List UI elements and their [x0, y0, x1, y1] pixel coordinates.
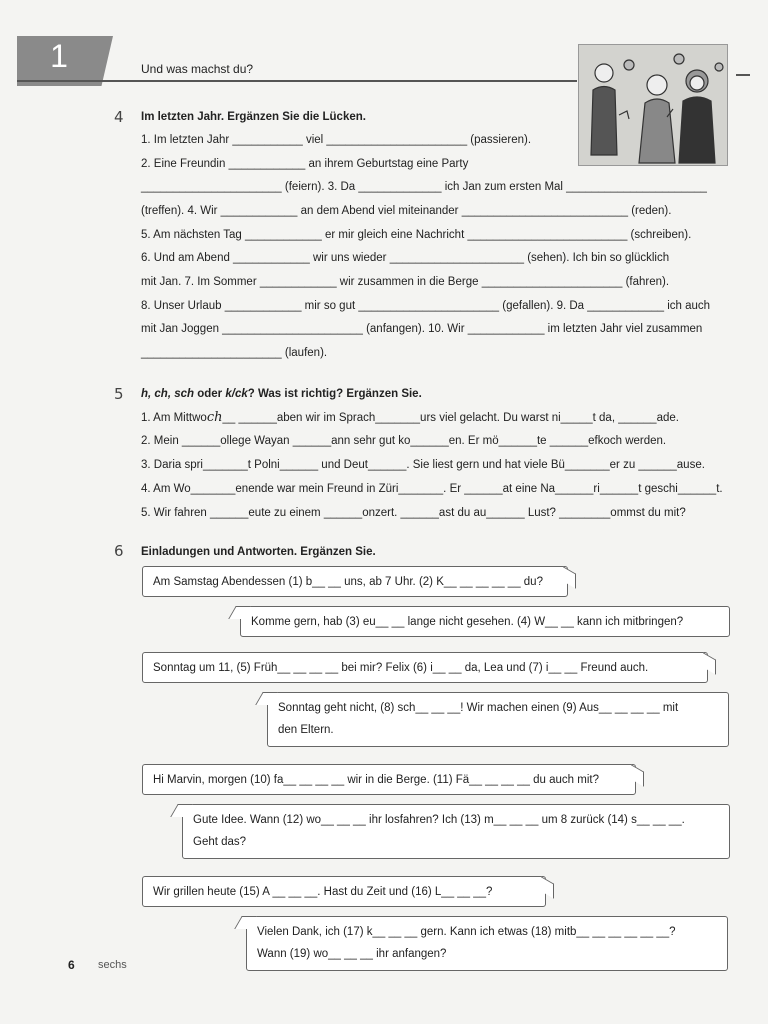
speech-bubble [182, 804, 730, 859]
header-rule [17, 80, 577, 82]
speech-bubble [246, 916, 728, 971]
exercise-4-line: ______________________ (feiern). 3. Da _____________ ich Jan zum ersten Mal ______________________ [141, 181, 707, 193]
chapter-number: 1 [50, 38, 68, 74]
speech-bubble [142, 566, 568, 597]
exercise-4-line: 8. Unser Urlaub ____________ mir so gut ______________________ (gefallen). 9. Da ____________ ich auch [141, 300, 711, 312]
handwritten-answer: ch [206, 410, 223, 425]
exercise-5-line [141, 411, 679, 425]
bubble-text: den Eltern. [278, 724, 334, 736]
bubble-text: Wann (19) wo__ __ __ ihr anfangen? [257, 948, 447, 960]
title-part: ? Was ist richtig? Ergänzen Sie. [247, 388, 422, 400]
exercise-5-line: 2. Mein ______ollege Wayan ______ann sehr gut ko______en. Er mö______te ______efkoch werden. [141, 435, 667, 447]
page-title: Und was machst du? [141, 62, 254, 76]
bubble-text: Komme gern, hab (3) eu__ __ lange nicht gesehen. (4) W__ __ kann ich mitbringen? [251, 616, 684, 628]
people-at-party-illustration [578, 44, 728, 166]
exercise-4-line: 5. Am nächsten Tag ____________ er mir gleich eine Nachricht _________________________ (schreiben). [141, 229, 692, 241]
title-part: h, ch, sch [141, 388, 195, 400]
exercise-number-4: 4 [114, 108, 124, 126]
exercise-5-line: 5. Wir fahren ______eute zu einem ______onzert. ______ast du au______ Lust? ________ommst du mit? [141, 507, 686, 519]
exercise-4-line: 2. Eine Freundin ____________ an ihrem Geburtstag eine Party [141, 158, 469, 170]
speech-bubble [142, 652, 708, 683]
bubble-text: Am Samstag Abendessen (1) b__ __ uns, ab 7 Uhr. (2) K__ __ __ __ __ du? [153, 576, 543, 588]
header-rule-right [736, 74, 750, 76]
bubble-text: Hi Marvin, morgen (10) fa__ __ __ __ wir in die Berge. (11) Fä__ __ __ __ du auch mit? [153, 774, 599, 786]
speech-bubble [240, 606, 730, 637]
exercise-4-line: 1. Im letzten Jahr ___________ viel ______________________ (passieren). [141, 134, 532, 146]
speech-bubble [142, 764, 636, 795]
exercise-title-5 [141, 388, 422, 400]
speech-bubble [267, 692, 729, 747]
bubble-text: Wir grillen heute (15) A __ __ __. Hast du Zeit und (16) L__ __ __? [153, 886, 493, 898]
exercise-4-line: ______________________ (laufen). [141, 347, 328, 359]
exercise-4-line: (treffen). 4. Wir ____________ an dem Abend viel miteinander __________________________ (reden). [141, 205, 672, 217]
page-number: 6 [68, 958, 75, 972]
bubble-text: Gute Idee. Wann (12) wo__ __ __ ihr losfahren? Ich (13) m__ __ __ um 8 zurück (14) s__ __ __. [193, 814, 685, 826]
exercise-title-6: Einladungen und Antworten. Ergänzen Sie. [141, 546, 376, 558]
exercise-4-line: mit Jan Joggen ______________________ (anfangen). 10. Wir ____________ im letzten Jahr viel zusammen [141, 323, 703, 335]
bubble-text: Geht das? [193, 836, 247, 848]
exercise-number-6: 6 [114, 542, 124, 560]
exercise-5-line: 4. Am Wo_______enende war mein Freund in Züri_______. Er ______at eine Na______ri______t geschi______t. [141, 483, 723, 495]
exercise-4-line: 6. Und am Abend ____________ wir uns wieder _____________________ (sehen). Ich bin so glücklich [141, 252, 670, 264]
line-text: __ ______aben wir im Sprach_______urs viel gelacht. Du warst ni_____t da, ______ade. [222, 412, 679, 424]
bubble-text: Sonntag geht nicht, (8) sch__ __ __! Wir machen einen (9) Aus__ __ __ __ mit [278, 702, 679, 714]
exercise-title-4: Im letzten Jahr. Ergänzen Sie die Lücken. [141, 111, 366, 123]
bubble-text: Sonntag um 11, (5) Früh__ __ __ __ bei mir? Felix (6) i__ __ da, Lea und (7) i__ __ Freund auch. [153, 662, 649, 674]
bubble-text: Vielen Dank, ich (17) k__ __ __ gern. Kann ich etwas (18) mitb__ __ __ __ __ __? [257, 926, 676, 938]
title-part: oder [194, 388, 226, 400]
page-number-word: sechs [98, 959, 127, 971]
exercise-4-line: mit Jan. 7. Im Sommer ____________ wir zusammen in die Berge ______________________ (fahren). [141, 276, 670, 288]
title-part: k/ck [225, 388, 248, 400]
speech-bubble [142, 876, 546, 907]
exercise-5-line: 3. Daria spri_______t Polni______ und Deut______. Sie liest gern und hat viele Bü_______er zu ______ause. [141, 459, 705, 471]
line-text: 1. Am Mittwo [141, 412, 207, 424]
exercise-number-5: 5 [114, 385, 124, 403]
